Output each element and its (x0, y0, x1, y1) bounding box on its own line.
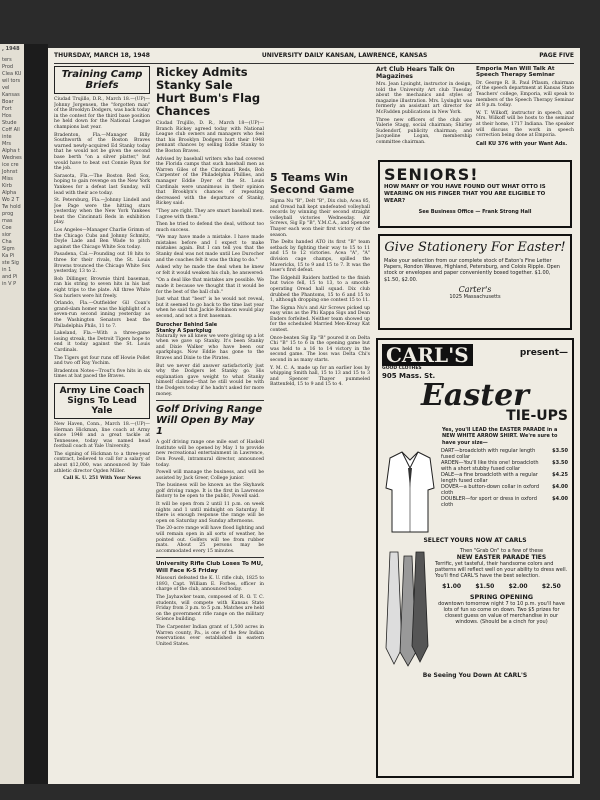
golf-paragraph: The 20-acre range will have flood lighting and will remain open in all sorts of weather, he pointed out. Golfers will tee from rubber mats. About 25 persons may be accommodated every 15 minutes. (156, 526, 264, 554)
seniors-title: SENIORS! (384, 165, 479, 184)
shirt-item-label: ARDEN—You'll like this one! broadcloth with a short stubby fused collar (441, 459, 539, 472)
stationery-address: 1025 Massachusetts (449, 293, 501, 300)
golf-paragraph: The business will be known as the Skyhawk golf driving range. It is the first in Lawrence history to be open to the public, Powell said. (156, 483, 264, 500)
emporia-headline: Emporia Man Will Talk At Speech Therapy Seminar (476, 66, 555, 79)
shirt-item-price: $3.50 (552, 447, 568, 454)
rickey-body (156, 121, 264, 320)
ties-section (382, 548, 568, 668)
carls-footer: Be Seeing You Down At CARL'S (422, 671, 528, 679)
masthead-page: PAGE FIVE (539, 52, 574, 59)
carls-logo: CARL'S (382, 344, 473, 366)
shirt-item-price: $3.50 (552, 459, 568, 466)
subhead-stanky: Stanky A Sparkplug (156, 327, 212, 334)
new-ties: NEW EASTER PARADE TIES (456, 554, 547, 562)
rickey-paragraph: "They are right. They are smart baseball men. I agree with them." (156, 208, 264, 220)
ties-icon (382, 548, 432, 668)
rifle-headline: University Rifle Club Loses To MU, Will Face K-S Friday (156, 561, 264, 574)
shirt-item-label: DOUBLER—for sport or dress in oxford cloth (441, 495, 537, 508)
previous-page-text: ters Prod Clea KU wil tors vel Kansas Boar Fort Hos Stude Coff All inte Mrs Alpha t Wednes ice cre Johnst Miss Kirb Alpha Wo 2 T Tw hold prog mas Coe sior Cha Sigm Ka Pi ste Sig in 1 and Pi in V P (2, 57, 22, 287)
volleyball-paragraph: The Edgehill Raiders battled to the finish but twice fell, 15 to 13, to a smooth-operating Oread hall squad. Dix club drubbed the Phantoms, 15 to 6 and 15 to 1, although dropping one contest 15 to 11. (270, 275, 370, 304)
shirt-item (441, 496, 568, 508)
briefs-headline: Training Camp Briefs (61, 69, 143, 91)
golf-paragraph: A golf driving range one mile east of Haskell Institute will be opened by May 1 to provide new recreational entertainment in Lawrence, Don Powell, intramural director, announced today. (156, 440, 264, 468)
tie-price: $1.00 (442, 582, 462, 590)
divider (156, 557, 264, 558)
brief-paragraph: Pasadena, Cal.—Pounding out 18 hits to three for their rivals, the St. Louis Browns trounced the Chicago White Sox yesterday, 13 to 2. (54, 252, 150, 275)
army-paragraph: The signing of Hickman to a three-year contract, believed to call for a salary of about $12,000, was announced by Yale athletic director Ogden Miller. (54, 451, 150, 474)
carls-intro: Yes, you'll LEAD the EASTER PARADE in a NEW WHITE ARROW SHIRT. We're sure to have your size— (442, 427, 558, 446)
brief-paragraph: St. Petersburg, Fla.—Johnny Lindell and Joe Page were the hitting stars yesterday when the New York Yankees beat the Cincinnati Reds in exhibition play. (54, 198, 150, 226)
army-paragraph: New Haven, Conn., March 18.—(UP)—Herman Hickman, line coach at Army since 1948 and a great tackle at Tennessee, today was named head football coach at Yale University. (54, 421, 150, 450)
stationery-script: Give Stationery For Easter! (384, 240, 566, 255)
shirt-illustration (382, 448, 438, 534)
shirt-item-label: DART—broadcloth with regular length fused collar (441, 447, 536, 460)
previous-page-strip (0, 44, 24, 784)
previous-page-header: , 1948 (2, 46, 20, 52)
briefs-headline-box (54, 66, 150, 94)
volleyball-headline: 5 Teams Win Second Game (270, 172, 355, 196)
carls-logo-sub: GOOD CLOTHES (382, 366, 422, 371)
seniors-question: HOW MANY OF YOU HAVE FOUND OUT WHAT OTTO IS WEARING ON HIS FINGER THAT YOU ARE ELIGIBLE TO WEAR? (384, 184, 546, 205)
carls-logo-block (382, 344, 473, 380)
golf-body (156, 440, 264, 554)
rickey-paragraph: Naturally we all knew we were giving up a lot when we gave up Stanky. It's been Stanky and Dixie Walker who have been our sparkplugs. Now Eddie has gone to the Braves and Dixie to the Pirates. (156, 333, 264, 361)
tieups-title: TIE-UPS (506, 408, 568, 425)
brief-paragraph: Lakeland, Fla.—With a three-game losing streak, the Detroit Tigers hope to end it today against the St. Louis Cardinals. (54, 331, 150, 353)
brief-paragraph: Ciudad Trujillo, D.R., March 18.—(UP)—Johnny Jorgensen, the "forgotten man" of the Brooklyn Dodgers, was back today in the contest for the third base position he held down for the National League champions last year. (54, 97, 150, 130)
volleyball-paragraph: Y. M. C. A. made up for an earlier loss by whipping Smith hall, 15 to 13 and 15 to 3 and Spencer Thayer pummeled Battenfeld, 15 to 9 and 15 to 4. (270, 365, 370, 388)
emporia-footer: Call KU 376 with your Want Ads. (476, 140, 568, 147)
brief-paragraph: Orlando, Fla.—Outfielder Gil Coan's grand-slam homer was the highlight of a seven-run second inning yesterday as the Washington Senators beat the Philadelphia Phils, 11 to 7. (54, 301, 150, 329)
shirt-item-label: DOVER—a button-down collar in oxford cloth (441, 483, 540, 496)
rickey-paragraph: Ciudad Trujillo, D. R., March 18—(UP)—Branch Rickey agreed today with National League club owners and managers who feel that his Brooklyn Dodgers hurt their 1948 pennant chances by selling Eddie Stanky to the Boston Braves. (156, 121, 264, 154)
stationery-body: Make your selection from our complete stock of Eaton's Fine Letter Papers, Rondon Weave, Highland, Petersburg, and Colois Ripple. Open stock or envelopes and paper conveniently boxed together. $1.00, $1.50, $2.00. (384, 258, 560, 283)
shirt-item (441, 484, 568, 496)
rickey-paragraph: Then he tried to defend the deal, without too much success. (156, 222, 264, 233)
masthead-date: THURSDAY, MARCH 18, 1948 (54, 52, 150, 59)
volleyball-paragraph: Sigma Nu "B", Delt "B", Dix club, Acea 85, and Oread hall kept undefeated volleyball records by winning their second straight volleyball victories Wednesday. Air Screws, Sig Ep "B", Y.M.C.A., and Spencer Thayer each won their first victory of the season. (270, 199, 370, 238)
stationery-ad (378, 234, 572, 330)
brief-paragraph: Bob Dillinger, Brownie third baseman, ran his string to seven hits in his last eight trips to the plate. All three White Sox hurlers were hit freely. (54, 276, 150, 299)
rickey-headline: Rickey Admits Stanky Sale Hurt Bum's Flag Chances (156, 66, 261, 118)
spring-body: downtown tomorrow night 7 to 10 p.m. you'll have lots of fun so come on down. Two $5 prizes for closest guess on value of merchandise in our windows. (Should be a cinch for you) (438, 600, 565, 626)
rickey-paragraph: But we never did answer satisfactorily just why the Dodgers let Stanky go. His explanation gave weight to what Stanky himself claimed—that he still would be with the Dodgers today if he hadn't asked for more money. (156, 363, 264, 397)
carls-present: present— (519, 348, 568, 358)
brief-paragraph: Bradenton, Fla.—Manager Billy Southworth of the Boston Braves warned newly-acquired Ed Stanky today that he would not be given the second base berth "on a silver platter," but would have to beat out Connie Ryan for the job. (54, 132, 150, 172)
volleyball-paragraph: The Delts handed ATO its first "B" team setback by fighting their way to 15 to 11 and 15 to 12 victories. Acea "A", "A" division cage champs, spilled the Mavericks, 15 to 9 and 15 to 7. It was the loser's first defeat. (270, 240, 370, 274)
carls-grab: Then "Grab On" to a few of these (459, 547, 544, 554)
tie-price: $2.00 (508, 582, 528, 590)
subhead-durocher: Durocher Behind Sale (156, 321, 218, 328)
rickey-continued-space (270, 66, 370, 170)
volleyball-body (270, 199, 370, 388)
shirt-item-label: DALE—a fine broadcloth with a regular length fused collar (441, 471, 538, 484)
ties-illustration (382, 548, 432, 668)
emporia-paragraph: W. T. Wilkoff, instructor in speech, and Mrs. Wilkoff will be hosts to the seminar at their home, 1717 Indiana. The speaker will discuss the work in speech correction being done at Emporia. (476, 110, 574, 139)
masthead-paper: UNIVERSITY DAILY KANSAN, LAWRENCE, KANSAS (261, 52, 428, 59)
carls-header (382, 344, 568, 380)
easter-script: Easter (421, 378, 529, 414)
briefs-body (54, 97, 150, 380)
binding-gutter (24, 44, 48, 784)
artclub-paragraph: Three new officers of the club are Valerie Stagg, social chairman; Shirley Sudendorf, publicity chairman; and Jacqueline Logan, membership committee chairman. (376, 117, 472, 145)
shirt-item (441, 472, 568, 484)
shirt-item-price: $4.00 (552, 495, 568, 502)
tie-price: $2.50 (541, 582, 561, 590)
column-rickey (156, 66, 264, 778)
artclub-story (376, 66, 472, 154)
brief-paragraph: Sarasota, Fla.—The Boston Red Sox, hoping to gain revenge on the New York Yankees for a defeat last Sunday, will lead with their ace today. (54, 173, 150, 196)
newspaper-page (48, 48, 580, 784)
rifle-paragraph: Missouri defeated the K. U. rifle club, 1825 to 1893, Capt. William E. Forbes, officer in charge of the club, announced today. (156, 576, 264, 593)
rickey-paragraph: Just what that "best" is he would not reveal, but it seemed to go back to the time last year when he said that Jackie Robinson would play second, and not a first baseman. (156, 297, 264, 319)
emporia-paragraph: Dr. George R. R. Paul Pflaum, chairman of the speech department at Kansas State Teachers' college, Emporia, will speak to members of the Speech Therapy Seminar at 8 p.m. today. (476, 80, 574, 109)
golf-headline: Golf Driving Range Will Open By May 1 (156, 404, 263, 438)
ties-copy (435, 548, 568, 668)
seniors-footer: See Business Office — Frank Strong Hall (418, 208, 532, 215)
tie-prices (435, 583, 568, 590)
rickey-paragraph: "On a deal like that mistakes are possible. We made it because we thought that it would be for the best of the ball club." (156, 278, 264, 295)
rickey-body-more (156, 334, 264, 398)
rickey-paragraph: "We may have made a mistake. I have made mistakes before and I expect to make mistakes again. But I can tell you that the Stanky deal was not made until Leo Durocher and the coaches felt it was the thing to do." (156, 235, 264, 263)
spring-opening: SPRING OPENING (469, 592, 534, 601)
army-headline-box (54, 383, 150, 419)
rifle-paragraph: The Carpenter Indian grant of 1,500 acres in Warren county, Pa., is one of the few Indian reservations ever established in eastern United States. (156, 624, 264, 647)
golf-paragraph: It will be open from 2 until 11 p.m. on week nights and 1 until midnight on Saturday. If there is enough response the range will be open on Saturday and Sunday afternoons. (156, 502, 264, 524)
brief-paragraph: The Tigers got four runs off Howie Pollet and two off Ray Yochim. (54, 355, 150, 367)
carls-select: SELECT YOURS NOW AT CARLS (423, 536, 527, 544)
divider (156, 400, 264, 401)
stationery-store: Carter's (458, 284, 492, 294)
rickey-paragraph: Advised by baseball writers who had covered the Florida camps that such baseball men as Warren Giles of the Cincinnati Reds, Bob Carpenter of the Philadelphia Phillies, and manager Eddie Dyer of the St. Louis Cardinals were unanimous in their opinion that Brooklyn's chances of repeating decreased with the departure of Stanky, Rickey said: (156, 156, 264, 207)
rifle-paragraph: The Jayhawker team, composed of R. O. T. C. students, will compete with Kansas State Friday from 3 p.m. to 5 p.m. Matches are held on the government rifle range on the military Science building. (156, 595, 264, 623)
emporia-body (476, 81, 574, 139)
brief-paragraph: Bradenton Notes—Trout's five hits in six times at bat paced the Braves. (54, 368, 150, 380)
artclub-body (376, 82, 472, 146)
artclub-paragraph: Mrs. Jean Lysinght, instructor in design, told the University Art club Tuesday about the mechanics and styles of magazine illustration. Mrs. Lysinght was formerly an assistant art director for McFadden publications in New York. (376, 82, 472, 115)
golf-paragraph: Powell will manage the business, and will be assisted by Jack Greer, College junior. (156, 470, 264, 481)
masthead (54, 52, 574, 64)
shirt-section (382, 448, 568, 534)
shirt-item (441, 460, 568, 472)
artclub-headline: Art Club Hears Talk On Magazines (376, 66, 455, 80)
volleyball-paragraph: Once-beaten Sig Ep "B" poured it on Delta Chi "B" 15 to 6 in the opening game but was held to a 16 to 14 victory in the second game. The loss was Delta Chi's second in as many starts. (270, 335, 370, 364)
emporia-story (476, 66, 574, 154)
rickey-paragraph: Asked why he made the deal when he knew or felt it would weaken his club, he answered: (156, 265, 264, 276)
carls-address: 905 Mass. St. (382, 372, 436, 381)
rifle-body (156, 576, 264, 647)
news-footer: Call K. U. 251 With Your News (63, 476, 141, 482)
volleyball-paragraph: The Sigma Nu's and Air Screws picked up easy wins as the Phi Kappa Sigs and Dean Enders forfeited. Neither team showed up for the scheduled Married Men-Kreay Kat contest. (270, 305, 370, 334)
column-volleyball (270, 172, 370, 532)
army-body (54, 422, 150, 474)
shirt-item-price: $4.25 (552, 471, 568, 478)
army-headline: Army Line Coach Signs To Lead Yale (59, 385, 145, 416)
shirt-icon (382, 448, 438, 534)
carls-ad (376, 338, 574, 778)
shirt-item-price: $4.00 (552, 483, 568, 490)
ties-body: Terrific, yet tasteful, their handsome colors and patterns will reflect well on your ability to dress well. You'll find CARL'S have the best selection. (435, 561, 568, 580)
column-briefs (54, 66, 150, 778)
shirt-list (441, 448, 568, 534)
tie-price: $1.50 (475, 582, 495, 590)
shirt-item (441, 448, 568, 460)
seniors-ad (378, 160, 572, 228)
brief-paragraph: Los Angeles—Manager Charlie Grimm of the Chicago Cubs and Johnny Schmitz, Doyle Lade and Ben Wade to pitch against the Chicago White Sox today. (54, 228, 150, 250)
